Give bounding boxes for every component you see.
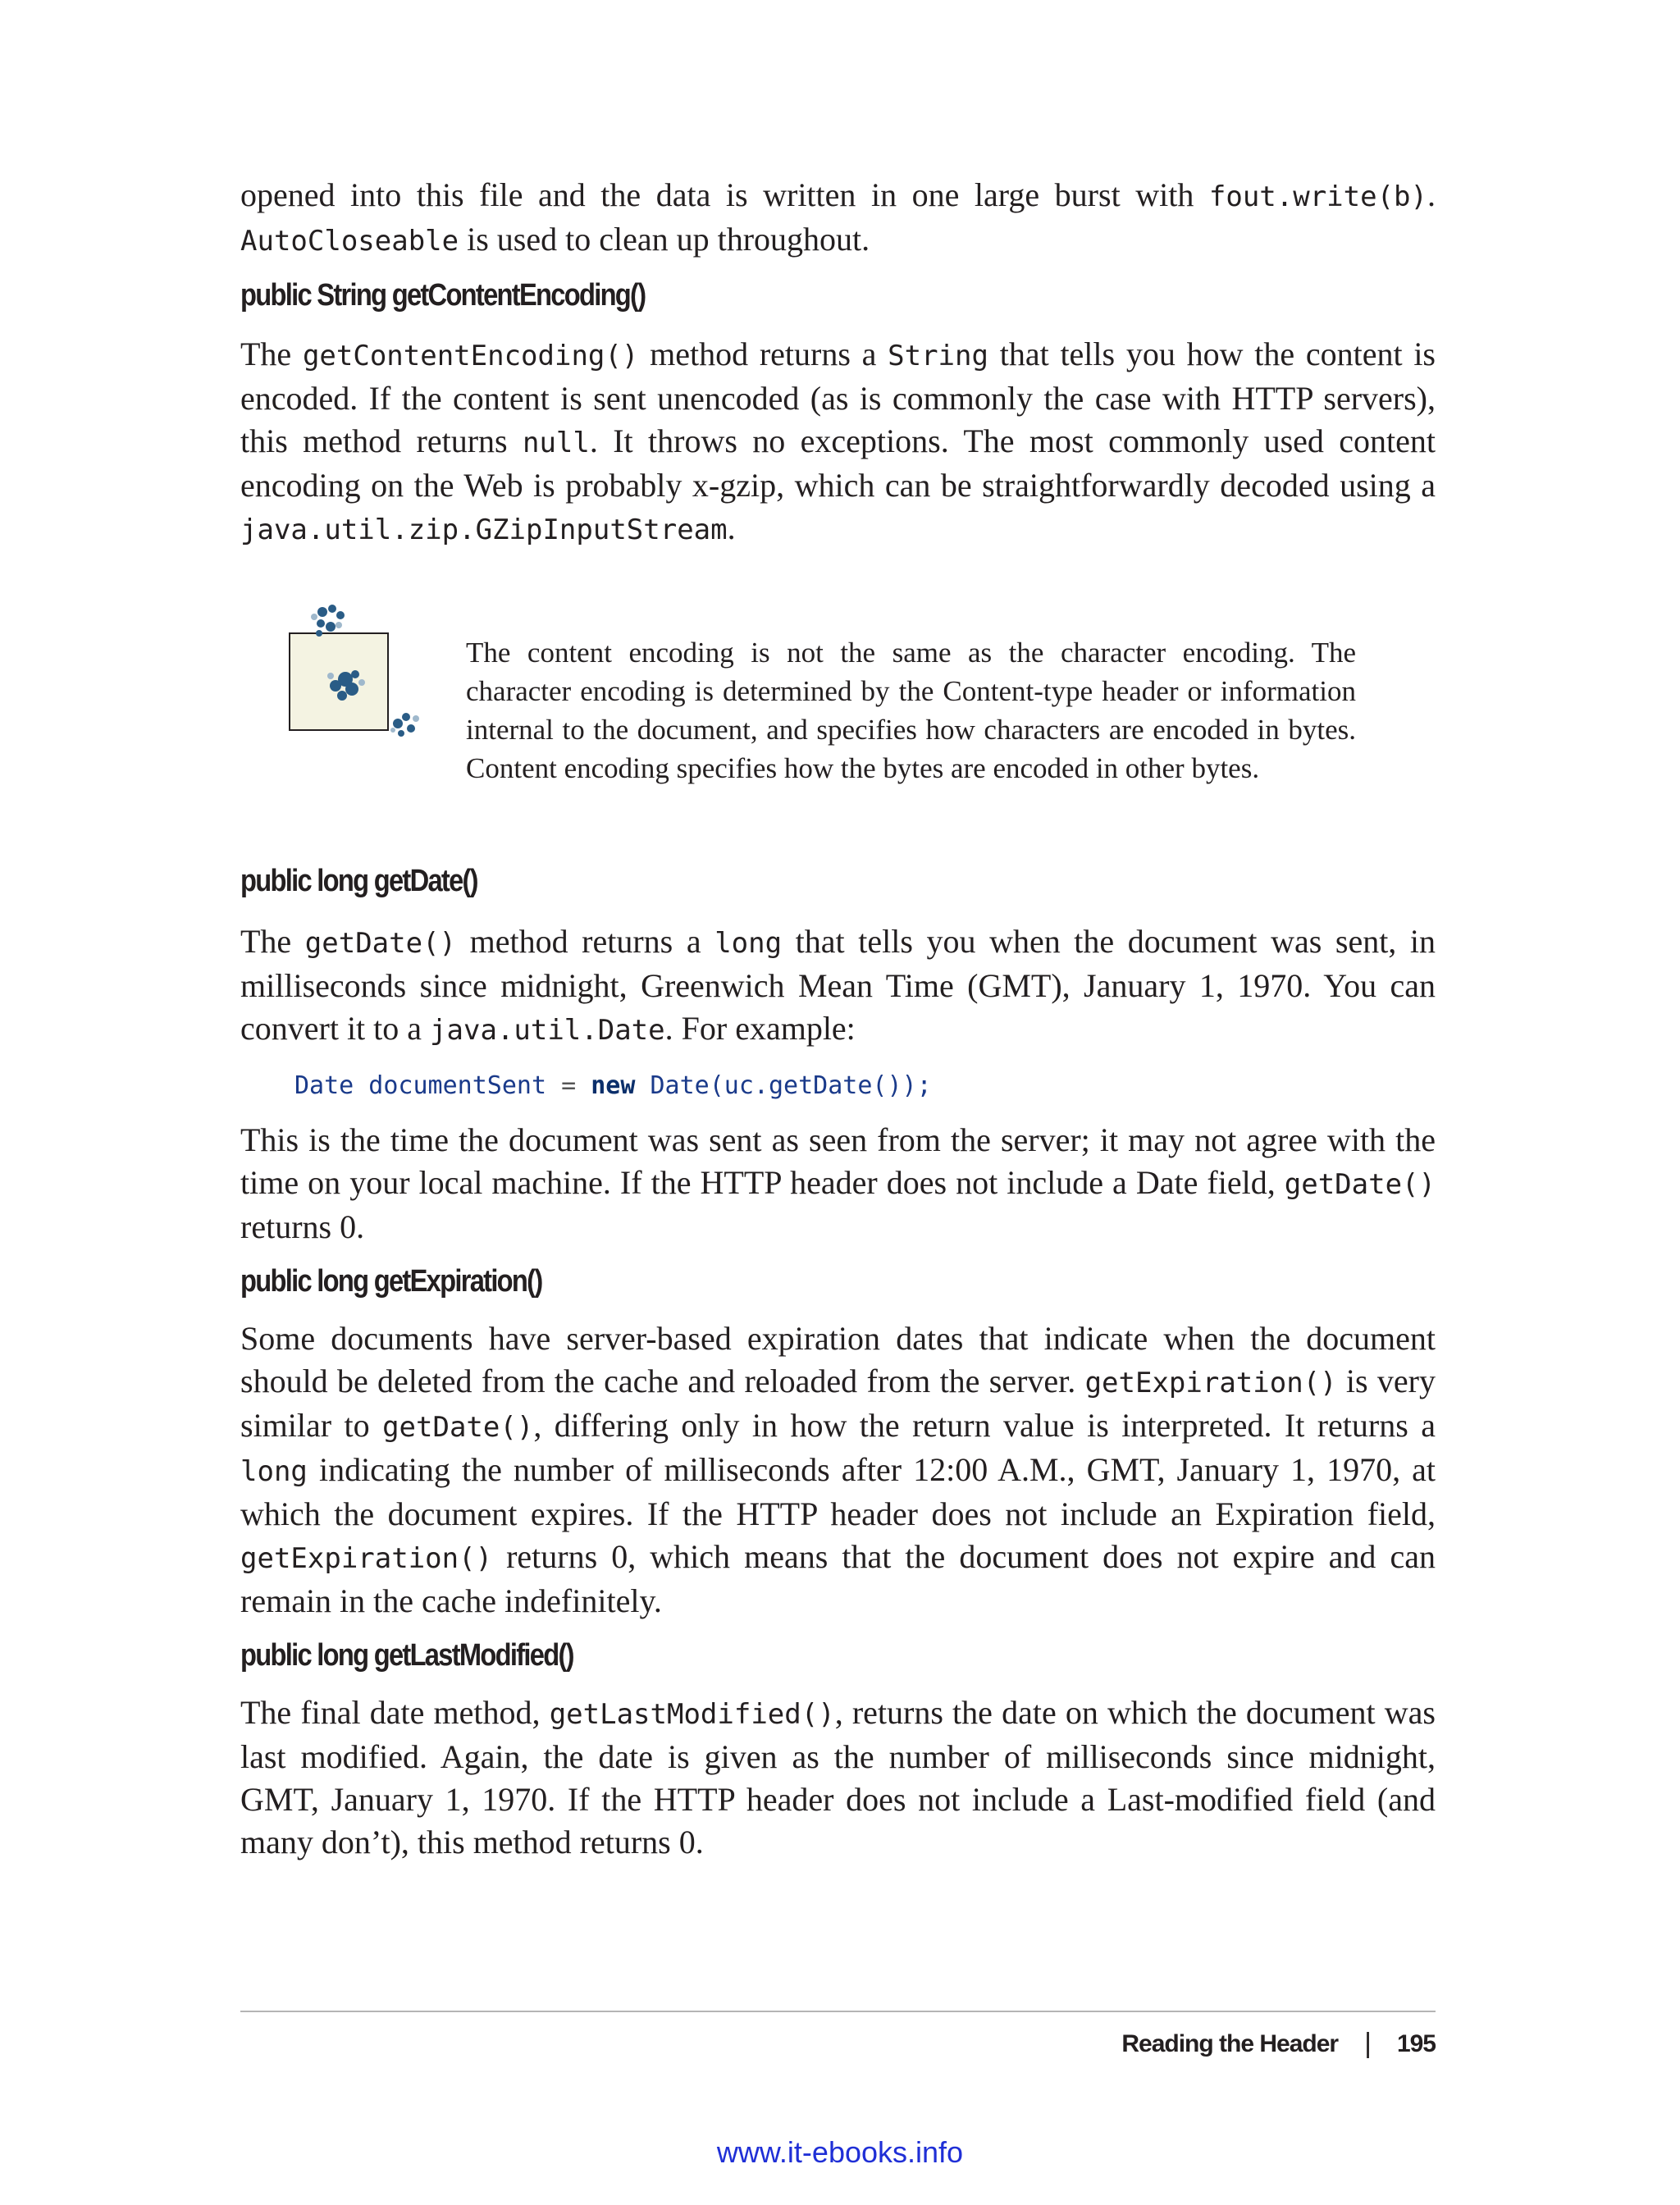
code-example: Date documentSent = new Date(uc.getDate()); xyxy=(294,1071,932,1100)
note-callout xyxy=(281,600,1436,847)
footer-separator: | xyxy=(1364,2028,1371,2059)
heading-get-content-encoding: public String getContentEncoding() xyxy=(240,278,646,313)
heading-get-expiration: public long getExpiration() xyxy=(240,1264,542,1299)
paragraph-get-last-modified: The final date method, getLastModified(), returns the date on which the document was last modified. Again, the date is given as the number of milliseconds since midnight, GMT, January 1, 1970. If the HTTP header does not include a Last-modified field (and many don’t), this method returns 0. xyxy=(240,1694,1436,1860)
tip-icon xyxy=(281,600,429,740)
paragraph-get-date: The getDate() method returns a long that tells you when the document was sent, in milliseconds since midnight, Greenwich Mean Time (GMT), January 1, 1970. You can convert it to a java.util.Date. For example: xyxy=(240,923,1436,1047)
code-autocloseable: AutoCloseable xyxy=(240,225,459,258)
page-content xyxy=(240,174,1436,1864)
code-fout-write: fout.write(b) xyxy=(1208,180,1427,213)
footer-divider xyxy=(240,2011,1436,2012)
heading-get-date: public long getDate() xyxy=(240,864,477,898)
paragraph-intro: opened into this file and the data is written in one large burst with fout.write(b). AutoCloseable is used to clean up throughout. xyxy=(240,176,1436,258)
paragraph-date-note: This is the time the document was sent as seen from the server; it may not agree with the time on your local machine. If the HTTP header does not include a Date field, getDate() returns 0. xyxy=(240,1121,1436,1245)
page-footer xyxy=(1121,2028,1436,2060)
footer-section-title: Reading the Header xyxy=(1121,2029,1339,2057)
watermark-link[interactable]: www.it-ebooks.info xyxy=(716,2135,964,2169)
page-number: 195 xyxy=(1396,2029,1436,2057)
note-text: The content encoding is not the same as the character encoding. The character encoding is determined by the Content-type header or information internal to the document, and specifies how characters are encoded in bytes. Content encoding specifies how the bytes are encoded in other bytes. xyxy=(466,637,1356,784)
paragraph-get-expiration: Some documents have server-based expiration dates that indicate when the document should be deleted from the cache and reloaded from the server. getExpiration() is very similar to getDate(), differing only in how the return value is interpreted. It returns a long indicating the number of milliseconds after 12:00 A.M., GMT, January 1, 1970, at which the document expires. If the HTTP header does not include an Expiration field, getExpiration() returns 0, which means that the document does not expire and can remain in the cache indefinitely. xyxy=(240,1320,1436,1619)
heading-get-last-modified: public long getLastModified() xyxy=(240,1638,573,1673)
paragraph-content-encoding: The getContentEncoding() method returns a String that tells you how the content is encoded. If the content is sent unencoded (as is commonly the case with HTTP servers), this method returns null. It throws no exceptions. The most commonly used content encoding on the Web is probably x-gzip, which can be straightforwardly decoded using a java.util.zip.GZipInputStream. xyxy=(240,336,1436,546)
